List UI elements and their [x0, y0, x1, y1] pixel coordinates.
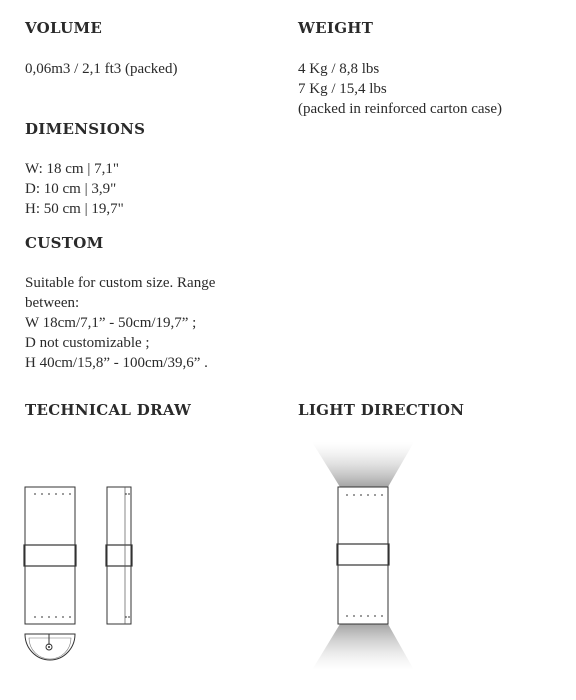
dimensions-values: [25, 159, 124, 219]
light-beam-down: [312, 624, 414, 670]
volume-value: 0,06m3 / 2,1 ft3 (packed): [25, 61, 178, 77]
dimension-width: W: 18 cm | 7,1": [25, 161, 119, 177]
custom-line: Suitable for custom size. Range: [25, 275, 216, 291]
volume-heading: VOLUME: [25, 19, 103, 37]
custom-line: H 40cm/15,8” - 100cm/39,6” .: [25, 355, 208, 371]
light-beam-up: [312, 442, 414, 487]
weight-line: 7 Kg / 15,4 lbs: [298, 81, 387, 97]
custom-heading: CUSTOM: [25, 234, 104, 252]
weight-heading: WEIGHT: [298, 19, 374, 37]
weight-line: (packed in reinforced carton case): [298, 101, 503, 117]
side-view-drawing: [102, 482, 136, 632]
custom-line: D not customizable ;: [25, 335, 150, 351]
technical-draw-heading: TECHNICAL DRAW: [25, 401, 192, 419]
light-direction-heading: LIGHT DIRECTION: [298, 401, 465, 419]
light-direction-drawing: [300, 440, 425, 680]
custom-line: W 18cm/7,1” - 50cm/19,7” ;: [25, 315, 197, 331]
weight-values: [298, 59, 502, 119]
custom-line: between:: [25, 295, 80, 311]
front-view-drawing: [20, 482, 80, 667]
dimensions-heading: DIMENSIONS: [25, 120, 146, 138]
weight-line: 4 Kg / 8,8 lbs: [298, 61, 380, 77]
dimension-height: H: 50 cm | 19,7": [25, 201, 124, 217]
custom-values: [25, 273, 215, 373]
dimension-depth: D: 10 cm | 3,9": [25, 181, 117, 197]
